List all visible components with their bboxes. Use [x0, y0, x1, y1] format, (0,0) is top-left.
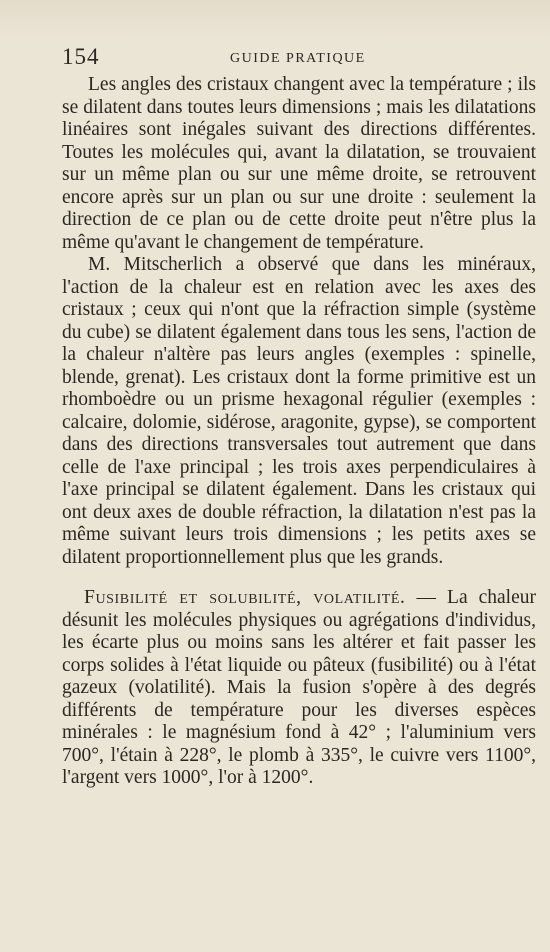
section-fusibility — [62, 587, 536, 790]
running-title: GUIDE PRATIQUE — [230, 51, 366, 66]
section-text: — La chaleur désunit les molécules physiques ou agrégations d'individus, les écarte plus ou moins sans les altérer et fait passer les corps solides à l'état liquide ou pâteux (fusibilité) ou à l'état gazeux (volatilité). Mais la fusion s'opère à des degrés différents de température pour les diverses espèces minérales : le magnésium fond à 42° ; l'aluminium vers 700°, l'étain à 228°, le plomb à 335°, le cuivre vers 1100°, l'argent vers 1000°, l'or à 1200°. — [62, 587, 536, 788]
section-heading: Fusibilité et solubilité, volatilité. — [84, 587, 406, 608]
section-paragraph — [62, 587, 536, 790]
page-top-shading — [0, 0, 550, 40]
running-head — [62, 44, 536, 74]
paragraph-crystal-angles: Les angles des cristaux changent avec la température ; ils se dilatent dans toutes leurs dimensions ; mais les dilatations linéaires sont inégales suivant des directions différentes. Toutes les molécules qui, avant la dilatation, se trouvaient sur un même plan ou sur une même droite, se retrouvent encore après sur un plan ou sur une droite : seulement la direction de ce plan ou de cette droite peut n'être plus la même qu'avant le changement de température. — [62, 74, 536, 253]
paragraph-mitscherlich: M. Mitscherlich a observé que dans les minéraux, l'action de la chaleur est en relation avec les axes des cristaux ; ceux qui n'ont que la réfraction simple (système du cube) se dilatent également dans tous les sens, l'action de la chaleur n'altère pas leurs angles (exemples : spinelle, blende, grenat). Les cristaux dont la forme primitive est un rhomboèdre ou un prisme hexagonal régulier (exemples : calcaire, dolomie, sidérose, aragonite, gypse), se comportent dans des directions transversales tout autrement que dans celle de l'axe principal ; les trois axes perpendiculaires à l'axe principal se dilatent également. Dans les cristaux qui ont deux axes de double réfraction, la dilatation n'est pas la même suivant leurs trois dimensions ; les petits axes se dilatent proportionnellement plus que les grands. — [62, 254, 536, 568]
page-number: 154 — [62, 44, 100, 69]
body-text — [62, 74, 536, 790]
